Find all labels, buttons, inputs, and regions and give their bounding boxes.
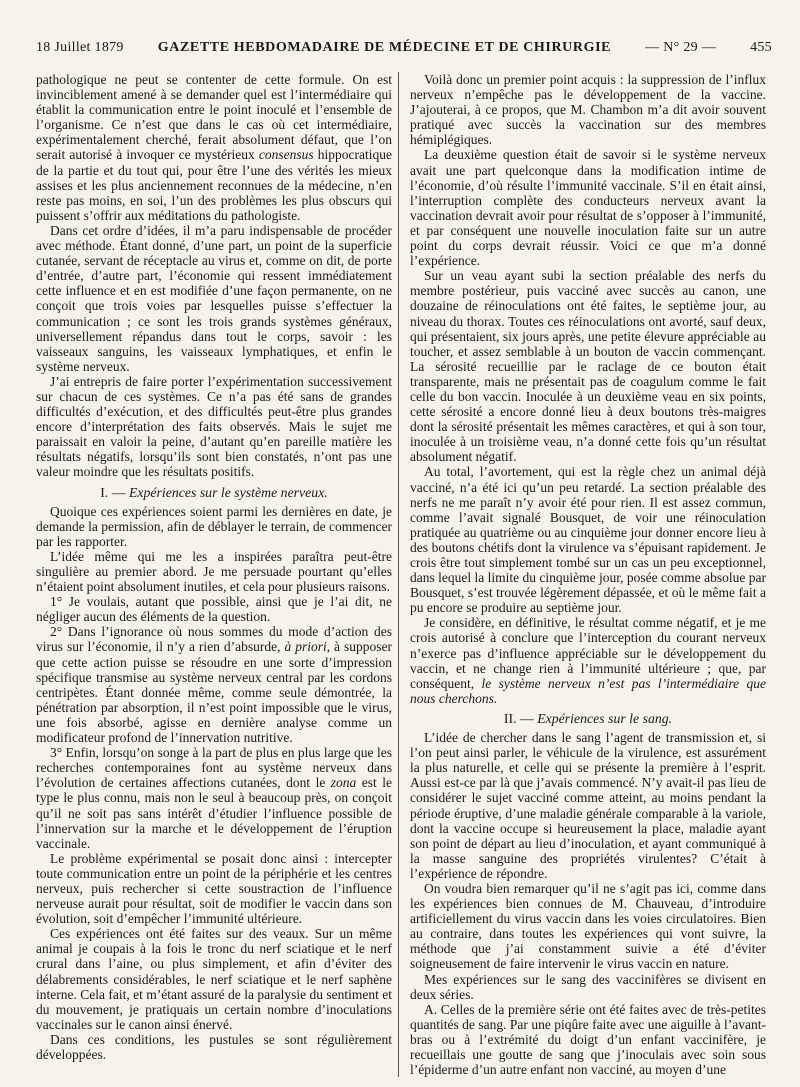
paragraph: Au total, l’avortement, qui est la règle chez un animal déjà vacciné, n’a été ici qu’un peu retardé. La section préalable des nerfs ne me paraît n’y avoir été pour rien. Il est assez commun, comme l’avait signalé Bousquet, de voir une réinoculation pratiquée au quatrième ou au cinquième jour donner encore lieu à des boutons chétifs dont la virulence va s’épuisant rapidement. Je crois être tout simplement tombé sur un cas un peu exceptionnel, dans lequel la limite du cinquième jour, posée comme absolue par Bousquet, s’est trouvée légèrement dépassée, et où le même fait a pu encore se produire au septième jour. [410,464,766,616]
paragraph: pathologique ne peut se contenter de cette formule. On est invinciblement amené à se demander quel est l’intermédiaire qui établit la communication entre le point inoculé et l’ensemble de l’organisme. Ce n’est que dans le cas où cet intermédiaire, expérimentalement cherché, ferait absolument défaut, que l’on serait autorisé à invoquer ce mystérieux consensus hippocratique de la partie et du tout qui, pour être l’une des vérités les mieux assises et les plus anciennement reconnues de la médecine, n’en reste pas moins, en soi, l’un des problèmes les plus obscurs qui puissent s’offrir aux méditations du pathologiste. [36,72,392,223]
paragraph: Voilà donc un premier point acquis : la suppression de l’influx nerveux n’empêche pas le développement de la vaccine. J’ajouterai, à ce propos, que M. Chambon m’a dit avoir souvent pratiqué avec succès la vaccination sur des membres hémiplégiques. [410,72,766,148]
section-heading: I. — Expériences sur le système nerveux. [100,484,328,500]
issue-number: — N° 29 — [645,40,717,55]
paragraph: 1° Je voulais, autant que possible, ainsi que je l’ai dit, ne négliger aucun des éléments de la question. [36,594,392,625]
paragraph: La deuxième question était de savoir si le système nerveux avait une part quelconque dans la modification intime de l’économie, d’où résulte l’immunité vaccinale. S’il en était ainsi, l’interruption complète des conducteurs nerveux avant la vaccination devrait avoir pour résultat de s’opposer à l’immunité, et par conséquent une nouvelle inoculation faite sur un autre point du corps devrait réussir. Voici ce que m’a donné l’expérience. [410,147,766,269]
paragraph: Dans ces conditions, les pustules se sont régulièrement développées. [36,1031,392,1062]
column-divider [398,72,399,1077]
paragraph: L’idée de chercher dans le sang l’agent de transmission et, si l’on peut ainsi parler, le véhicule de la virulence, est assurément la plus naturelle, et celle qui se présente la première à l’esprit. Aussi est-ce par là que j’avais commencé. N’y avait-il pas lieu de considérer le sujet vacciné comme atteint, au moins pendant la période éruptive, d’une maladie générale comparable à la variole, dont la vaccine occupe si heureusement la place, maladie ayant son point de départ au lieu d’inoculation, et ayant communiqué à la masse sanguine des propriétés virulentes? C’était à l’expérience de répondre. [410,730,766,881]
paragraph: Le problème expérimental se posait donc ainsi : intercepter toute communication entre un point de la périphérie et les centres nerveux, puis rechercher si cette soustraction de l’influence nerveuse aurait pour résultat, soit de modifier le vaccin dans son évolution, soit d’empêcher l’immunité ultérieure. [36,850,392,927]
paragraph: Quoique ces expériences soient parmi les dernières en date, je demande la permission, afin de déblayer le terrain, de commencer par les rapporter. [36,503,392,549]
paragraph: Dans cet ordre d’idées, il m’a paru indispensable de procéder avec méthode. Étant donné, d’une part, un point de la superficie cutanée, servant de réceptacle au virus et, comme on dit, de porte d’entrée, d’autre part, l’économie qui ressent immédiatement cette influence et en est modifiée d’une façon permanente, on ne conçoit que trois voies par lesquelles puisse s’effectuer la communication ; ce sont les trois grands systèmes généraux, universellement répandus dans tout le corps, savoir : les vaisseaux sanguins, les vaisseaux lymphatiques, et enfin le système nerveux. [36,222,392,374]
left-column [36,72,392,1062]
paragraph: 2° Dans l’ignorance où nous sommes du mode d’action des virus sur l’économie, il n’y a rien d’absurde, à priori, à supposer que cette action puisse se résoudre en une sorte d’impression spécifique transmise au système nerveux central par les cordons centripètes. Étant donnée même, comme seule démontrée, la pénétration par absorption, il n’est point impossible que le virus, une fois absorbé, agisse en dernière analyse comme un modificateur profond de l’innervation nutritive. [36,624,393,746]
paragraph: 3° Enfin, lorsqu’on songe à la part de plus en plus large que les recherches contemporaines font au système nerveux dans l’évolution de certaines affections cutanées, dont le zona est le type le plus connu, mais non le seul à beaucoup près, on conçoit qu’il ne soit pas sans intérêt d’étudier l’influence possible de l’innervation sur la marche et le développement de l’éruption vaccinale. [36,745,392,851]
right-column [410,72,766,1077]
paragraph: J’ai entrepris de faire porter l’expérimentation successivement sur chacun de ces systèmes. Ce n’a pas été sans de grandes difficultés d’exécution, et des difficultés peut-être plus grandes encore d’interprétation des faits observés. Mais le sujet me paraissait en valoir la peine, d’autant qu’en pareille matière les résultats négatifs, lorsqu’ils sont bien constatés, n’ont pas une valeur moindre que les résultats positifs. [36,373,392,480]
section-heading: II. — Expériences sur le sang. [503,710,673,726]
paragraph: L’idée même qui me les a inspirées paraîtra peut-être singulière au premier abord. Je me persuade pourtant qu’elles n’étaient point absolument inutiles, et cela pour plusieurs raisons. [36,548,392,595]
paragraph: Ces expériences ont été faites sur des veaux. Sur un même animal je coupais à la fois le tronc du nerf sciatique et le nerf crural dans l’aine, ou plus simplement, et afin d’éviter des délabrements considérables, le nerf sciatique et le nerf saphène interne. Cela fait, et m’étant assuré de la paralysie du sentiment et du mouvement, je pratiquais un certain nombre d’inoculations vaccinales sur le canon ainsi énervé. [36,926,392,1032]
journal-title: GAZETTE HEBDOMADAIRE DE MÉDECINE ET DE CHIRURGIE [157,40,612,55]
paragraph: On voudra bien remarquer qu’il ne s’agit pas ici, comme dans les expériences bien connues de M. Chauveau, d’introduire artificiellement du virus vaccin dans les voies circulatoires. Bien au contraire, dans toutes les expériences qui vont suivre, la méthode que j’ai constamment suivie a été d’éviter soigneusement de faire intervenir le virus vaccin en nature. [410,880,766,972]
header-date: 18 Juillet 1879 [36,40,124,55]
paragraph: Sur un veau ayant subi la section préalable des nerfs du membre postérieur, puis vacciné avec succès au canon, une douzaine de réinoculations ont été faites, le septième jour, au niveau du thorax. Toutes ces réinoculations ont avorté, sauf deux, qui présentaient, six jours après, une petite élevure appréciable au toucher, et assez semblable à un bouton de vaccin commençant. La sérosité recueillie par le raclage de ce bouton était transparente, mais ne présentait pas de coagulum comme le fait celle du bon vaccin. Inoculée à un deuxième veau en six points, cette sérosité a encore donné lieu à deux boutons très-maigres dont la sérosité présentait les mêmes caractères, et qui à son tour, inoculée à un troisième veau, n’a donné cette fois qu’un résultat absolument négatif. [410,268,766,465]
paragraph: Mes expériences sur le sang des vaccinifères se divisent en deux séries. [410,971,766,1002]
paragraph: Je considère, en définitive, le résultat comme négatif, et je me crois autorisé à conclure que l’interception du courant nerveux n’exerce pas d’influence appréciable sur le développement du vaccin, et ne change rien à l’immunité ultérieure ; que, par conséquent, le système nerveux n’est pas l’intermédiaire que nous cherchons. [410,615,766,706]
running-header [36,40,772,64]
page-number: 455 [750,40,772,55]
paragraph: A. Celles de la première série ont été faites avec de très-petites quantités de sang. Par une piqûre faite avec une aiguille à l’avant-bras ou à l’extrémité du doigt d’un enfant vaccinifère, je recueillais une goutte de sang que j’inoculais avec soin sous l’épiderme d’un autre enfant non vacciné, au moyen d’une [410,1001,766,1078]
